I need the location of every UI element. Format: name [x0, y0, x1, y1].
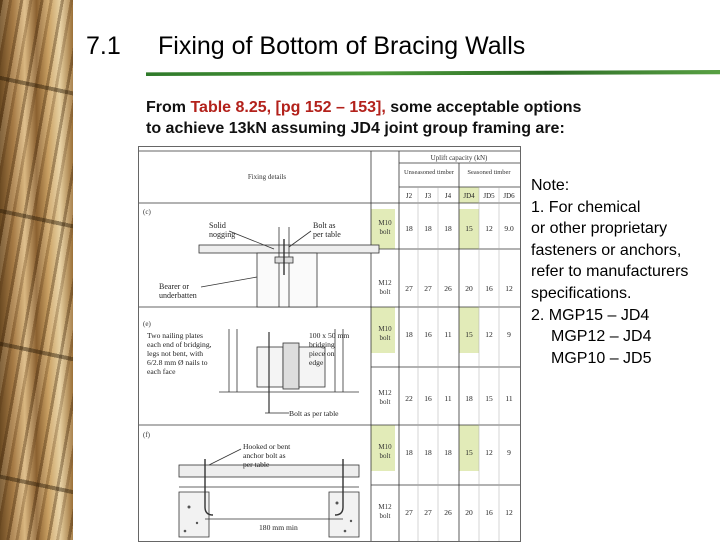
label-nailing-2: each end of bridging,: [147, 340, 212, 349]
cell-value: 18: [405, 448, 413, 457]
label-nailing-4: 6/2.8 mm Ø nails to: [147, 358, 208, 367]
cell-value: 18: [424, 448, 432, 457]
row-fastener-label: M12: [378, 503, 392, 511]
label-bearer: Bearer or: [159, 282, 189, 291]
intro-text: [146, 97, 666, 139]
cell-value: 9.0: [504, 224, 514, 233]
label-bolt-as: Bolt as: [313, 221, 336, 230]
cell-value: 12: [505, 508, 513, 517]
cell-value: 18: [424, 224, 432, 233]
drawing-c: [199, 227, 379, 307]
note-line: 2. MGP15 – JD4: [531, 306, 650, 324]
note-line: fasteners or anchors,: [531, 241, 682, 259]
cell-value: 15: [485, 394, 493, 403]
header-unseasoned: Unseasoned timber: [403, 169, 455, 176]
header-seasoned: Seasoned timber: [467, 169, 511, 176]
cell-value: 12: [505, 284, 513, 293]
scanned-table: [138, 146, 521, 542]
header-uplift: Uplift capacity (kN): [430, 154, 488, 162]
wood-frame-photo: [0, 0, 73, 540]
cell-value: 9: [507, 330, 511, 339]
label-hooked-1: Hooked or bent: [243, 442, 291, 451]
label-nailing-3: legs not bent, with: [147, 349, 204, 358]
table-reference: Table 8.25, [pg 152 – 153],: [190, 99, 386, 116]
label-bridging-4: edge: [309, 358, 324, 367]
cell-value: 15: [465, 224, 473, 233]
title-underline: [146, 70, 720, 76]
header-fixing-details: Fixing details: [247, 173, 287, 181]
cell-value: 20: [465, 508, 473, 517]
cell-value: 26: [444, 508, 452, 517]
label-nailing-1: Two nailing plates: [147, 331, 203, 340]
note-line: 1. For chemical: [531, 198, 641, 216]
cell-value: 15: [465, 448, 473, 457]
note-line: or other proprietary: [531, 220, 668, 238]
label-underbatten: underbatten: [159, 291, 197, 300]
row-fastener-label: bolt: [379, 334, 391, 342]
intro-line2: to achieve 13kN assuming JD4 joint group framing are:: [146, 120, 565, 137]
joint-group-j2: J2: [405, 192, 413, 200]
cell-value: 11: [444, 330, 452, 339]
cell-value: 11: [444, 394, 452, 403]
cell-value: 16: [424, 394, 432, 403]
note-lines: [531, 175, 716, 326]
cell-value: 27: [424, 508, 432, 517]
label-per-table: per table: [313, 230, 341, 239]
joint-group-j3: J3: [424, 192, 432, 200]
joint-group-jd5: JD5: [483, 192, 495, 200]
note-indented-lines: [531, 326, 716, 369]
cell-value: 15: [465, 330, 473, 339]
row-fastener-label: bolt: [379, 288, 391, 296]
row-fastener-label: M10: [378, 325, 392, 333]
row-fastener-label: M12: [378, 279, 392, 287]
cell-value: 27: [405, 284, 413, 293]
cell-value: 16: [424, 330, 432, 339]
cell-value: 27: [405, 508, 413, 517]
row-fastener-label: bolt: [379, 228, 391, 236]
section-c: (c): [143, 208, 151, 216]
cell-value: 18: [444, 448, 452, 457]
cell-value: 27: [424, 284, 432, 293]
label-nogging: nogging: [209, 230, 236, 239]
cell-value: 22: [405, 394, 413, 403]
cell-value: 16: [485, 284, 493, 293]
cell-value: 11: [505, 394, 513, 403]
note-line: specifications.: [531, 284, 632, 302]
joint-group-jd6: JD6: [503, 192, 515, 200]
note-line: refer to manufacturers: [531, 263, 689, 281]
intro-suffix: some acceptable options: [385, 99, 582, 116]
label-bridging-2: bridging: [309, 340, 335, 349]
fixing-table-drawing: [139, 147, 520, 541]
note-line: Note:: [531, 177, 570, 194]
cell-value: 12: [485, 448, 493, 457]
section-e: (e): [143, 320, 151, 328]
label-nailing-5: each face: [147, 367, 176, 376]
joint-group-jd4: JD4: [463, 192, 475, 200]
cell-value: 16: [485, 508, 493, 517]
label-hooked-3: per table: [243, 460, 270, 469]
row-fastener-label: bolt: [379, 398, 391, 406]
cell-value: 18: [405, 330, 413, 339]
joint-group-j4: J4: [444, 192, 452, 200]
slide-number: 7.1: [86, 32, 121, 60]
label-min-distance: 180 mm min: [259, 523, 298, 532]
label-bolt-per-table: Bolt as per table: [289, 409, 339, 418]
intro-prefix: From: [146, 99, 191, 116]
label-solid: Solid: [209, 221, 226, 230]
cell-value: 12: [485, 224, 493, 233]
cell-value: 18: [405, 224, 413, 233]
cell-value: 12: [485, 330, 493, 339]
row-fastener-label: bolt: [379, 452, 391, 460]
cell-value: 18: [465, 394, 473, 403]
note-box: [531, 175, 716, 369]
row-fastener-label: M10: [378, 443, 392, 451]
slide-title: Fixing of Bottom of Bracing Walls: [158, 32, 526, 60]
row-fastener-label: bolt: [379, 512, 391, 520]
cell-value: 20: [465, 284, 473, 293]
cell-value: 18: [444, 224, 452, 233]
label-bridging-3: piece on: [309, 349, 335, 358]
drawing-e: [219, 329, 359, 413]
label-bridging-1: 100 x 50 mm: [309, 331, 350, 340]
row-fastener-label: M10: [378, 219, 392, 227]
note-line-indented: MGP10 – JD5: [551, 349, 652, 367]
row-fastener-label: M12: [378, 389, 392, 397]
cell-value: 9: [507, 448, 511, 457]
section-f: (f): [143, 431, 150, 439]
label-hooked-2: anchor bolt as: [243, 451, 286, 460]
note-line-indented: MGP12 – JD4: [551, 328, 652, 346]
cell-value: 26: [444, 284, 452, 293]
